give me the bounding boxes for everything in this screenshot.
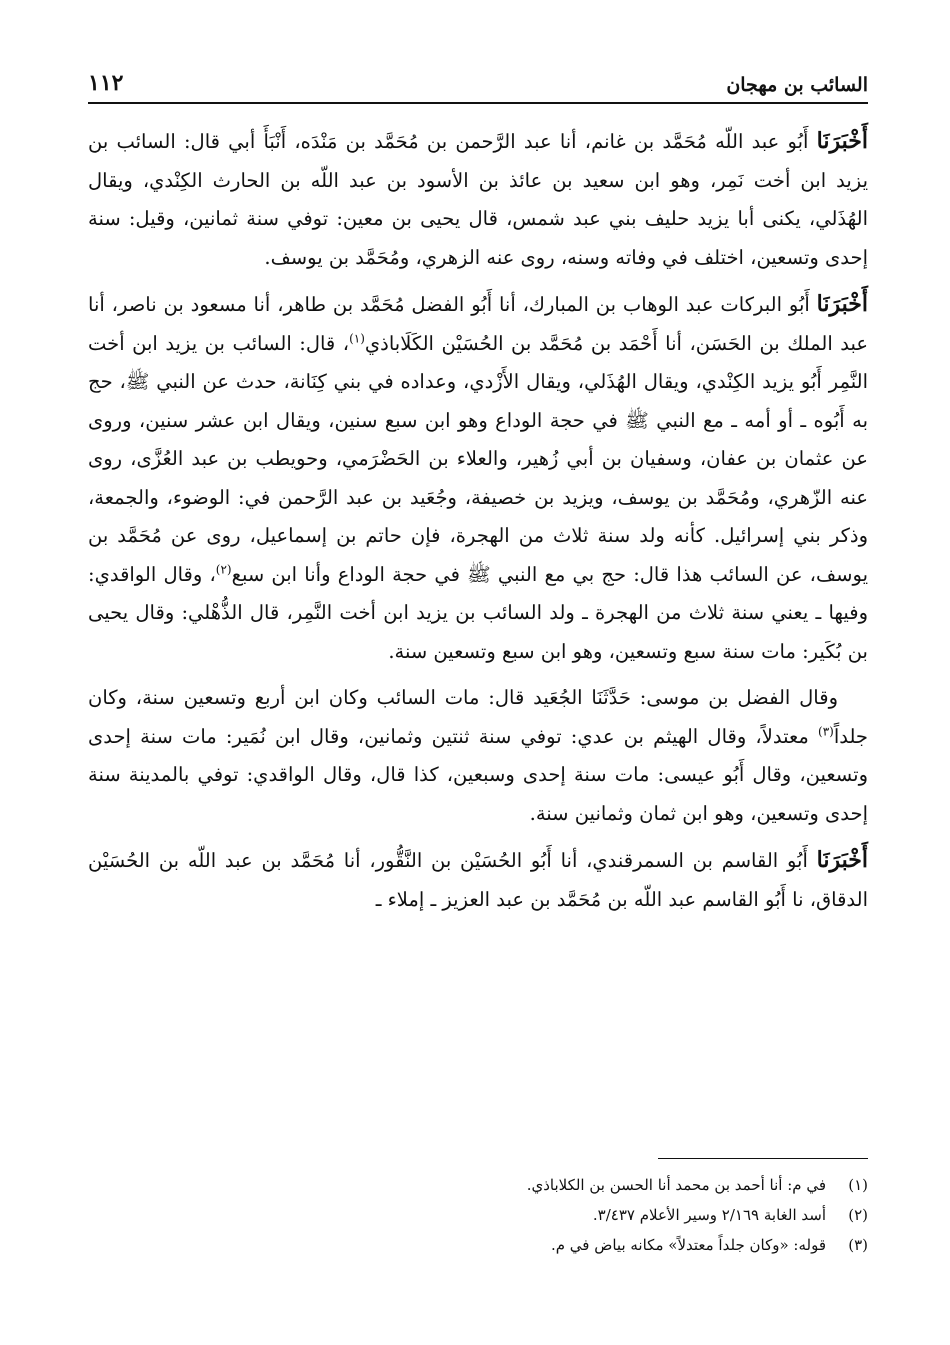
footnote-text: أسد الغابة ٢/١٦٩ وسير الأعلام ٣/٤٣٧. bbox=[592, 1206, 826, 1224]
page-number: ١١٢ bbox=[88, 70, 124, 96]
akhbarana-lead: أَخْبَرَنَا bbox=[816, 128, 868, 154]
paragraph-4 bbox=[88, 841, 868, 919]
footnote-ref-2[interactable]: (٢) bbox=[215, 562, 232, 576]
paragraph-text: وقال الفضل بن موسى: حَدَّثَنَا الجُعَيد قال: مات السائب وكان ابن أربع وتسعين سنة، وكان جلداً bbox=[88, 686, 868, 748]
paragraph-text: ، قال: السائب بن يزيد ابن أخت النَّمِر أَبُو يزيد الكِنْدي، ويقال الهُذَلي، ويقال الأَزْدي، وعداده في بني كِنَانة، حدث عن النبي ﷺ، حج به أَبُوه ـ أو أمه ـ مع النبي ﷺ في حجة الوداع وهو ابن سبع سنين، ويقال ابن عشر سنين، وروى عن عثمان بن عفان، وسفيان بن أبي زُهير، والعلاء بن الحَضْرَمي، وحويطب بن عبد العُزَّى، روى عنه الزّهري، ومُحَمَّد بن يوسف، ويزيد بن خصيفة، وجُعَيد بن عبد الرَّحمن في: الوضوء، والجمعة، وذكر بني إسرائيل. كأنه ولد سنة ثلاث من الهجرة، فإن حاتم بن إسماعيل، روى عن مُحَمَّد بن يوسف، عن السائب هذا قال: حج بي مع النبي ﷺ في حجة الوداع وأنا ابن سبع bbox=[88, 331, 868, 586]
paragraph-text: أَبُو عبد اللّه مُحَمَّد بن غانم، أنا عبد الرَّحمن بن مُحَمَّد بن مَنْدَه، أَنْبَأَ أبي قال: السائب بن يزيد ابن أخت نَمِر، وهو ابن سعيد بن عائذ بن الأسود بن عبد اللّه بن الحارث الكِنْدي، ويقال الهُذَلي، يكنى أبا يزيد حليف بني عبد شمس، قال يحيى بن معين: توفي سنة ثمانين، وقيل: سنة إحدى وتسعين، اختلف في وفاته وسنه، روى عنه الزهري، ومُحَمَّد بن يوسف. bbox=[88, 130, 868, 269]
footnote-3 bbox=[88, 1230, 868, 1260]
paragraph-1 bbox=[88, 122, 868, 277]
paragraph-3 bbox=[88, 679, 868, 833]
akhbarana-lead: أَخْبَرَنَا bbox=[816, 291, 868, 317]
footnote-1 bbox=[88, 1170, 868, 1200]
akhbarana-lead: أَخْبَرَنَا bbox=[816, 847, 868, 873]
footnote-text: في م: أنا أحمد بن محمد أنا الحسن بن الكلاباذي. bbox=[526, 1176, 826, 1194]
footnote-ref-3[interactable]: (٣) bbox=[818, 724, 834, 738]
footnote-mark: (٣) bbox=[848, 1236, 868, 1254]
paragraph-text: معتدلاً، وقال الهيثم بن عدي: توفي سنة ثنتين وثمانين، وقال ابن نُمَير: مات سنة إحدى وتسعين، وقال أَبُو عيسى: مات سنة إحدى وسبعين، كذا قال، وقال الواقدي: توفي بالمدينة سنة إحدى وتسعين، وهو ابن ثمان وثمانين سنة. bbox=[88, 724, 868, 825]
main-text bbox=[88, 122, 868, 927]
running-title: السائب بن مهجان bbox=[726, 74, 868, 96]
footnote-2 bbox=[88, 1200, 868, 1230]
page-header bbox=[88, 56, 868, 104]
footnote-mark: (١) bbox=[848, 1176, 868, 1194]
footnote-ref-1[interactable]: (١) bbox=[349, 331, 365, 345]
footnote-divider bbox=[658, 1158, 868, 1159]
paragraph-text: ، وقال الواقدي: وفيها ـ يعني سنة ثلاث من الهجرة ـ ولد السائب بن يزيد ابن أخت النَّمِر، قال الذُّهْلي: وقال يحيى بن بُكَير: مات سنة سبع وتسعين، وهو ابن سبع وتسعين سنة. bbox=[88, 562, 868, 663]
footnote-mark: (٢) bbox=[848, 1206, 868, 1224]
paragraph-2 bbox=[88, 285, 868, 671]
footnote-text: قوله: «وكان جلداً معتدلاً» مكانه بياض في م. bbox=[550, 1236, 826, 1254]
paragraph-text: أَبُو القاسم بن السمرقندي، أنا أَبُو الحُسَيْن بن النَّقُّور، أنا مُحَمَّد بن عبد اللّه بن الحُسَيْن الدقاق، نا أَبُو القاسم عبد اللّه بن مُحَمَّد بن عبد العزيز ـ إملاء ـ bbox=[88, 849, 868, 911]
paragraph-text: أَبُو البركات عبد الوهاب بن المبارك، أنا أَبُو الفضل مُحَمَّد بن طاهر، أنا مسعود بن ناصر، أنا عبد الملك بن الحَسَن، أنا أَحْمَد بن مُحَمَّد بن الحُسَيْن الكَلَاباذي bbox=[88, 293, 869, 355]
footnotes bbox=[88, 1170, 868, 1260]
